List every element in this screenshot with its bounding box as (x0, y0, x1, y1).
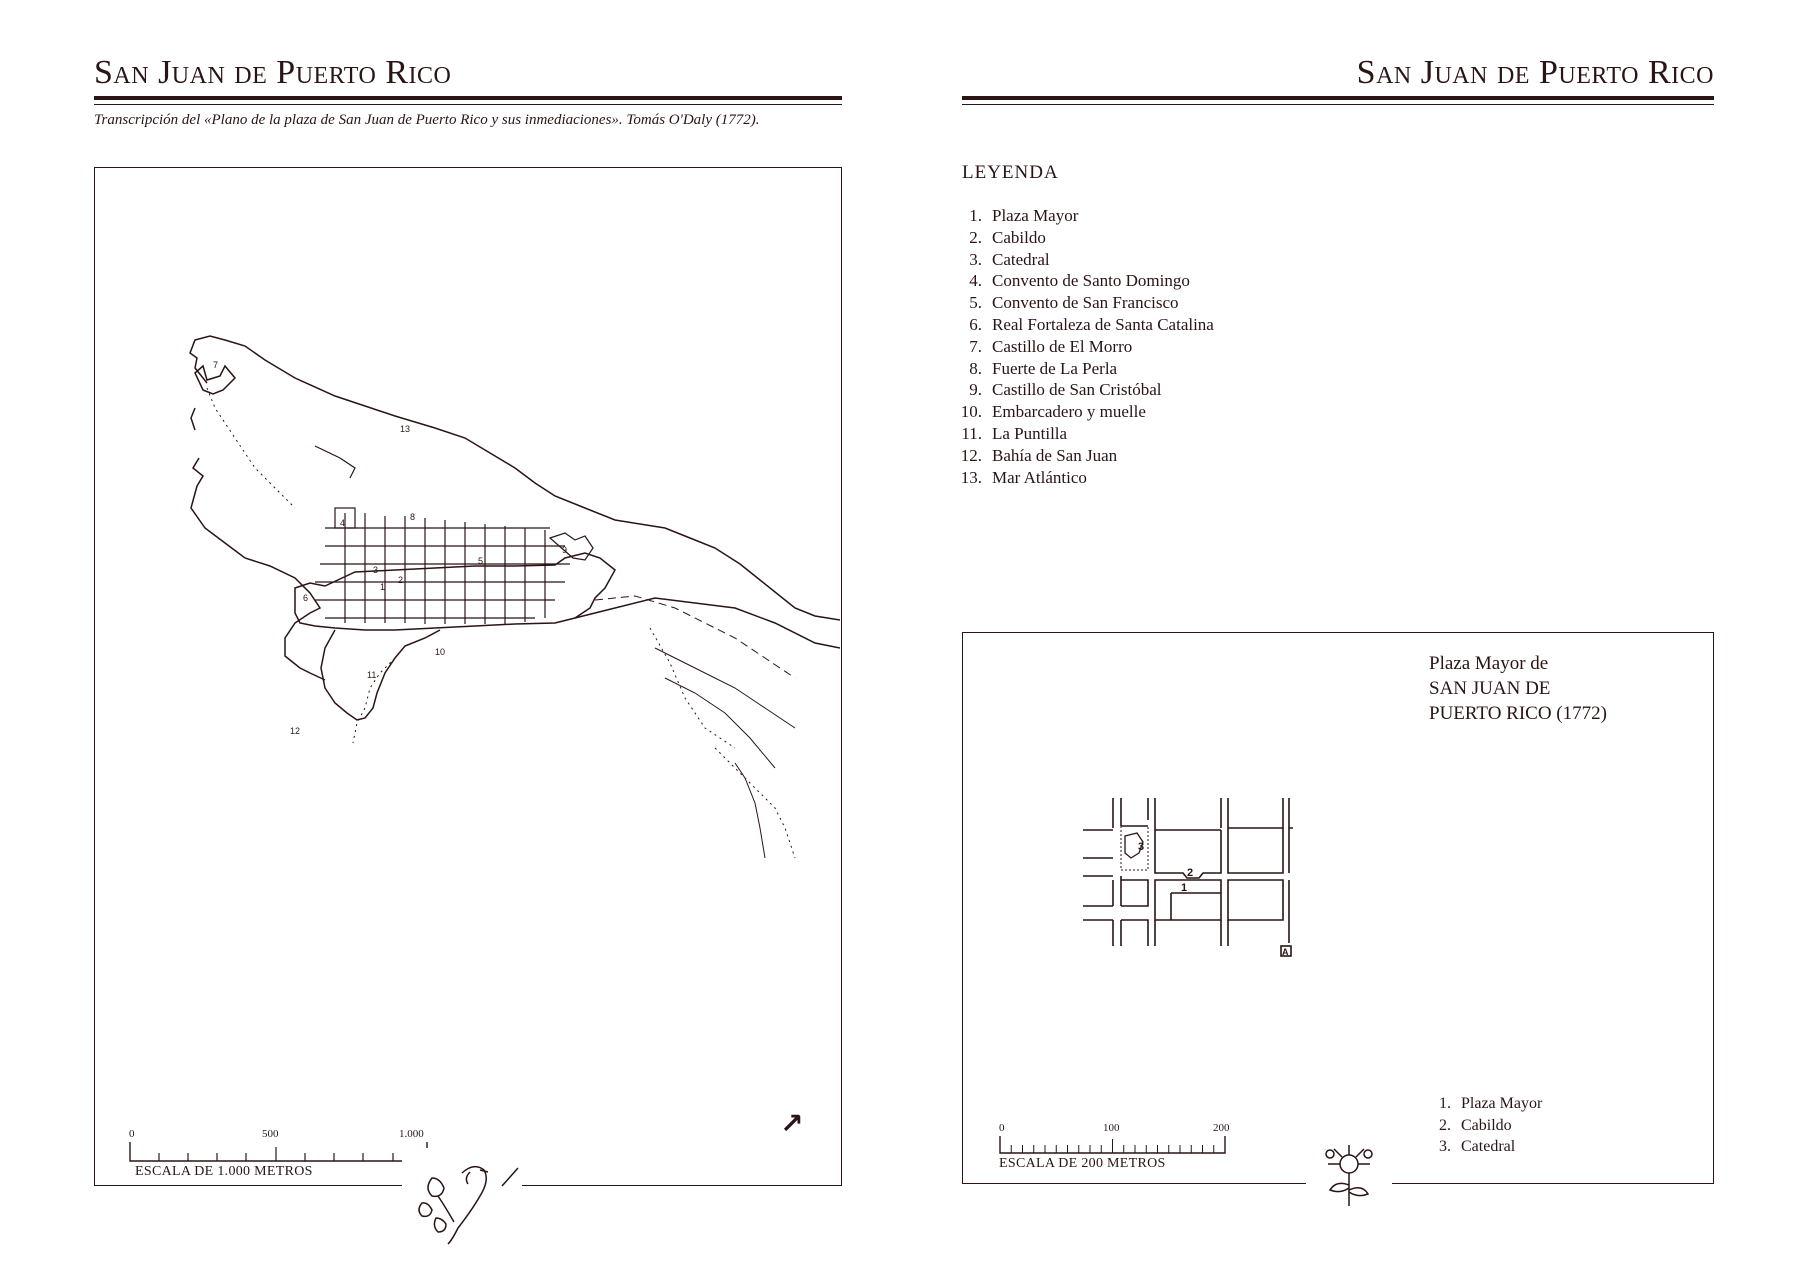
inset-key-item: 1. Plaza Mayor (1439, 1095, 1543, 1112)
scale-tick-100: 100 (1103, 1122, 1120, 1134)
inset-label-3: 3 (1138, 841, 1145, 853)
el-morro-fort (191, 366, 235, 486)
legend-item: 3. Catedral (969, 249, 1050, 269)
legend-item: 2. Cabildo (969, 227, 1046, 247)
label-5: 5 (478, 556, 484, 566)
right-title-rule-thin (962, 104, 1714, 105)
dashed-road (595, 596, 795, 678)
parrot-ornament-icon (402, 1148, 522, 1248)
label-8: 8 (410, 512, 416, 522)
north-coastline (190, 336, 840, 620)
label-3: 3 (373, 565, 379, 575)
old-san-juan-map-frame (94, 167, 842, 1186)
label-12: 12 (290, 726, 301, 736)
scale-bar-200m (999, 1135, 1227, 1155)
label-4: 4 (340, 518, 346, 528)
la-puntilla (321, 630, 440, 720)
inset-title: Plaza Mayor de SAN JUAN DE PUERTO RICO (1772) (1429, 653, 1607, 724)
plaza-mayor-inset-frame (962, 632, 1714, 1184)
legend-heading: LEYENDA (962, 162, 1059, 183)
legend-item: 10. Embarcadero y muelle (960, 402, 1146, 422)
legend-item: 7. Castillo de El Morro (969, 336, 1133, 356)
legend-item: 8. Fuerte de La Perla (969, 358, 1118, 378)
battery-wall-north (315, 446, 355, 478)
place-labels (213, 360, 567, 736)
legend-item: 9. Castillo de San Cristóbal (969, 380, 1162, 400)
legend-item: 13. Mar Atlántico (960, 467, 1087, 487)
coast-east-3 (735, 763, 765, 858)
city-street-grid (315, 508, 593, 624)
left-page-subtitle: Transcripción del «Plano de la plaza de San Juan de Puerto Rico y sus inmediaciones». Tomás O'Daly (1772). (94, 112, 760, 128)
label-2: 2 (398, 575, 404, 585)
inset-label-a: A (1282, 947, 1289, 957)
inset-key-item: 2. Cabildo (1439, 1116, 1512, 1134)
label-6: 6 (303, 593, 309, 603)
label-13: 13 (400, 424, 411, 434)
right-title-rule-thick (962, 96, 1714, 100)
scale-caption-left: ESCALA DE 1.000 METROS (135, 1164, 313, 1179)
north-arrow-icon: ↗ (780, 1108, 804, 1139)
scale-caption-right: ESCALA DE 200 METROS (999, 1156, 1166, 1171)
scale-tick-1000: 1.000 (399, 1128, 424, 1140)
old-san-juan-map (95, 168, 840, 1184)
legend-item: 4. Convento de Santo Domingo (969, 271, 1190, 291)
label-10: 10 (435, 647, 446, 657)
label-9: 9 (562, 545, 568, 555)
left-title-rule-thin (94, 104, 842, 105)
legend-item: 1. Plaza Mayor (969, 206, 1079, 225)
legend-item: 11. La Puntilla (961, 423, 1068, 443)
bay-south-shore (575, 598, 840, 648)
scale-tick-500: 500 (262, 1128, 279, 1140)
scale-bar-1000m (129, 1141, 429, 1163)
flower-ornament-icon (1306, 1140, 1392, 1210)
dotted-path-east (650, 628, 735, 748)
coast-east-1 (655, 648, 795, 728)
scale-tick-200: 200 (1213, 1122, 1230, 1134)
inset-label-1: 1 (1181, 882, 1188, 894)
label-11: 11 (367, 670, 377, 680)
right-page-title: San Juan de Puerto Rico (1356, 54, 1714, 91)
coast-east-2 (665, 678, 775, 768)
scale-tick-0: 0 (129, 1128, 135, 1140)
inset-key-item: 3. Catedral (1439, 1138, 1516, 1155)
label-1: 1 (380, 582, 386, 592)
plaza-mayor-street-map (1083, 798, 1323, 978)
legend-item: 5. Convento de San Francisco (969, 293, 1179, 313)
legend-list (946, 205, 1214, 488)
legend-item: 12. Bahía de San Juan (960, 445, 1118, 465)
dotted-path-west (207, 388, 295, 508)
left-title-rule-thick (94, 96, 842, 100)
left-page-title: San Juan de Puerto Rico (94, 54, 452, 91)
label-7: 7 (213, 360, 219, 370)
inset-key (1415, 1093, 1542, 1158)
west-coastline (191, 486, 325, 680)
legend-item: 6. Real Fortaleza de Santa Catalina (969, 314, 1214, 334)
scale-tick-0-right: 0 (999, 1122, 1005, 1134)
inset-label-2: 2 (1187, 867, 1194, 879)
